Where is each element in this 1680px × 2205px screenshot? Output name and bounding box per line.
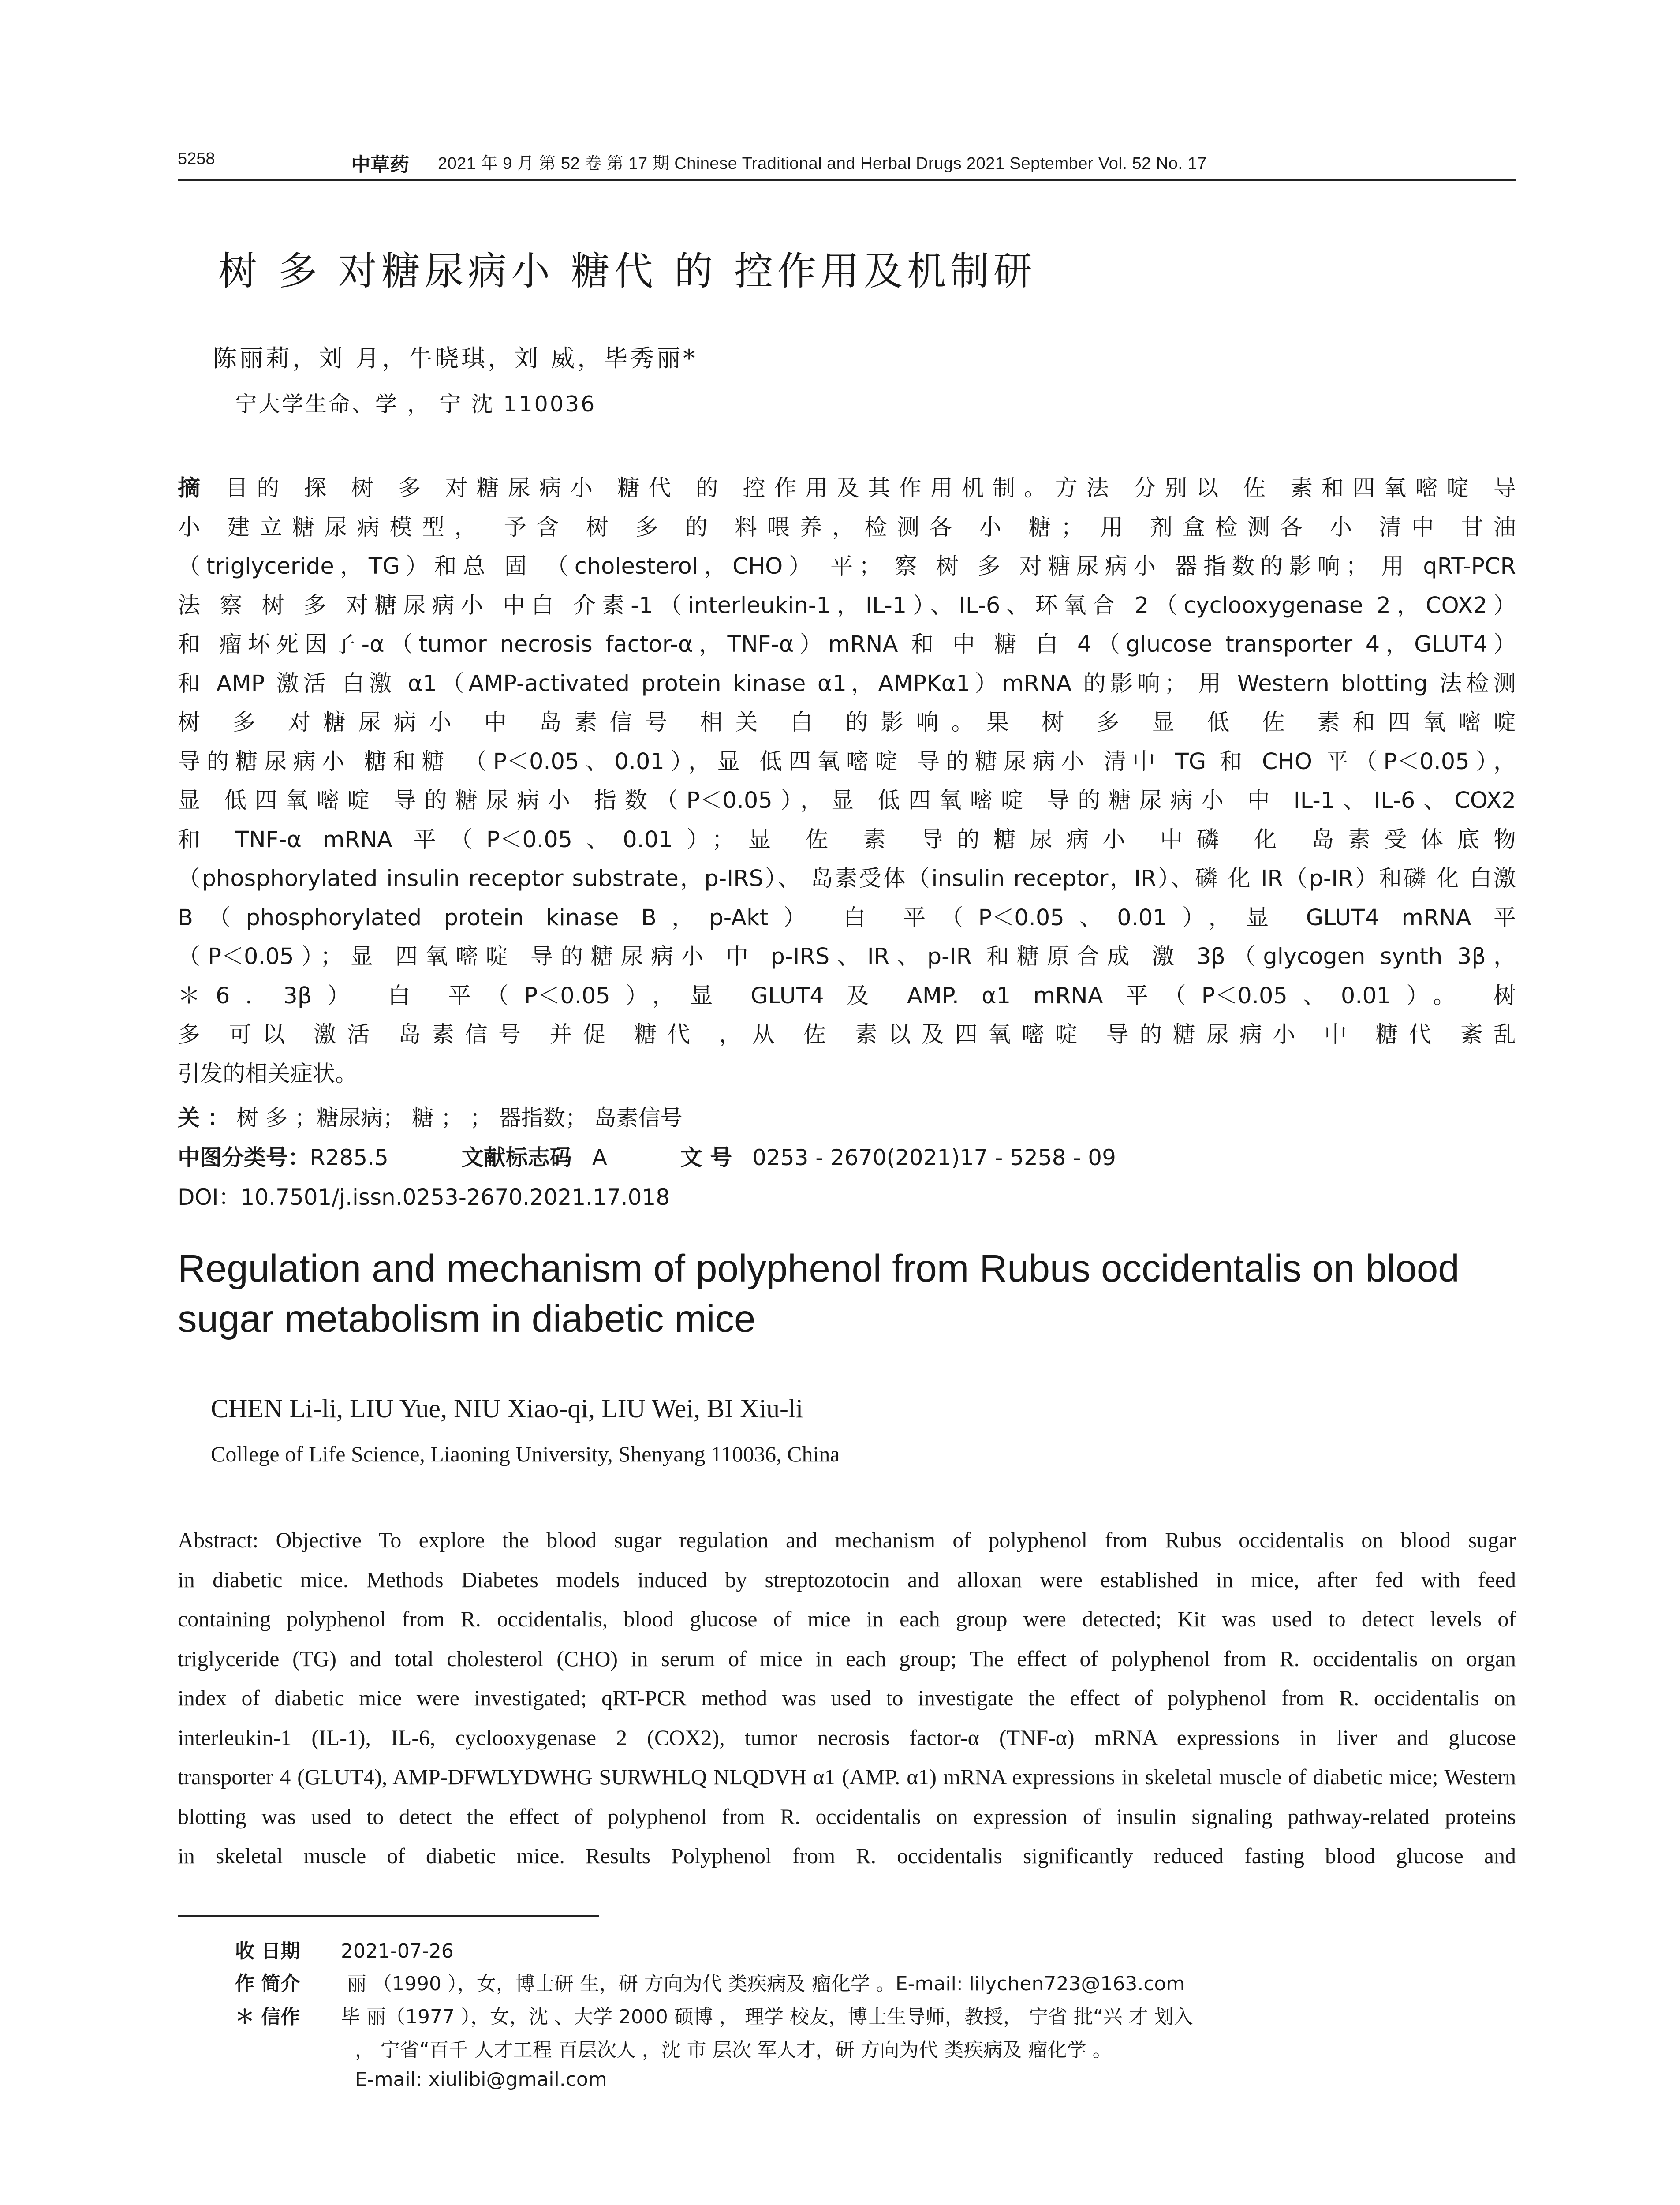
abstract-text: 显 低四氧嘧啶 导的糖尿病小 指数（P＜0.05），显 低四氧嘧啶 导的糖尿病小 中 IL-1、IL-6、COX2 (178, 788, 1516, 814)
chinese-abstract-line (178, 704, 1516, 736)
chinese-abstract-line (178, 587, 1516, 620)
footnote-label: ＊ 信作 (235, 2006, 300, 2028)
english-abstract-line: in skeletal muscle of diabetic mice. Results Polyphenol from R. occidentalis significantly reduced fasting blood glucose and (178, 1843, 1516, 1868)
abstract-label: 摘 (178, 475, 226, 501)
chinese-abstract-line (178, 938, 1516, 971)
running-header (178, 147, 1516, 181)
chinese-abstract-line (178, 626, 1516, 658)
english-title: Regulation and mechanism of polyphenol from Rubus occidentalis on blood sugar metabolism in diabetic mice (178, 1247, 1460, 1340)
footnote-text: ， 宁省“百千 人才工程 百层次人 ，沈 市 层次 军人才，研 方向为代 类疾病及 瘤化学 。 (355, 2039, 1112, 2061)
chinese-abstract-line (178, 977, 1516, 1010)
chinese-abstract-line (178, 743, 1516, 776)
keywords: 树 多 ；糖尿病； 糖 ； ； 器指数； 岛素信号 (236, 1105, 683, 1131)
footnote-rule (178, 1915, 599, 1917)
chinese-abstract-line (178, 548, 1516, 580)
chinese-abstract-line (178, 470, 1516, 502)
chinese-abstract-line (178, 899, 1516, 932)
abstract-text: （triglyceride，TG）和总 固 （cholesterol，CHO） 平； 察 树 多 对糖尿病小 器指数的影响； 用 qRT-PCR (178, 553, 1516, 579)
english-abstract-line: triglyceride (TG) and total cholesterol (CHO) in serum of mice in each group; The effect of polyphenol from R. occidentalis on organ (178, 1646, 1516, 1671)
chinese-abstract-line (178, 1055, 1516, 1088)
english-abstract-line: Abstract: Objective To explore the blood sugar regulation and mechanism of polyphenol from Rubus occidentalis on blood sugar (178, 1528, 1516, 1552)
english-authors: CHEN Li-li, LIU Yue, NIU Xiao-qi, LIU Wei, BI Xiu-li (211, 1394, 803, 1423)
clc-label: 中图分类号： (178, 1145, 310, 1170)
clc-number: R285.5 (310, 1145, 388, 1170)
abstract-text: 目的 探 树 多 对糖尿病小 糖代 的 控作用及其作用机制。方法 分别以 佐 素和四氧嘧啶 导 (225, 475, 1516, 501)
chinese-title: 树 多 对糖尿病小 糖代 的 控作用及机制研 (218, 248, 1037, 294)
footnote-text: 毕 丽（1977 ），女，沈 、大学 2000 硕博 ， 理学 校友，博士生导师，教授， 宁省 批“兴 才 划入 (341, 2006, 1193, 2028)
footnote-text: 2021-07-26 (341, 1940, 454, 1962)
footnote-line (355, 2068, 607, 2091)
chinese-abstract-line (178, 782, 1516, 815)
footnote-label: 作 简介 (235, 1973, 300, 1995)
english-affiliation: College of Life Science, Liaoning University, Shenyang 110036, China (211, 1442, 840, 1466)
classification-line (178, 1140, 1116, 1172)
english-abstract-line: blotting was used to detect the effect of polyphenol from R. occidentalis on expression of insulin signaling pathway-related proteins (178, 1804, 1516, 1829)
abstract-text: 引发的相关症状。 (178, 1061, 358, 1087)
footnote-label: 收 日期 (235, 1940, 300, 1962)
english-abstract-line: index of diabetic mice were investigated; qRT-PCR method was used to investigate the effect of polyphenol from R. occidentalis on (178, 1686, 1516, 1710)
chinese-abstract-line (178, 509, 1516, 542)
doi: 10.7501/j.issn.0253-2670.2021.17.018 (240, 1185, 670, 1210)
keywords-line (178, 1100, 683, 1132)
abstract-text: 小 建立糖尿病模型， 予含 树 多 的 料喂养，检测各 小 糖； 用 剂盒检测各 小 清中 甘油 (178, 514, 1516, 541)
chinese-abstract-line (178, 1016, 1516, 1049)
english-abstract-line: containing polyphenol from R. occidentalis, blood glucose of mice in each group were detected; Kit was used to detect levels of (178, 1607, 1516, 1631)
english-abstract-line: in diabetic mice. Methods Diabetes models induced by streptozotocin and alloxan were established in mice, after fed with feed (178, 1567, 1516, 1592)
footnote-line (235, 1935, 454, 1963)
doc-code: A (592, 1145, 607, 1170)
footnote-text: 丽 （1990 ），女，博士研 生，研 方向为代 类疾病及 瘤化学 。E-mail: lilychen723@163.com (341, 1973, 1185, 1995)
page-number: 5258 (178, 149, 215, 168)
article-no-label: 文 号 (680, 1145, 732, 1170)
chinese-affiliation: 宁大学生命、学 ， 宁 沈 110036 (235, 392, 597, 417)
footnote-line (355, 2034, 1112, 2062)
abstract-text: 和 TNF-α mRNA 平（P＜0.05、0.01）；显 佐 素 导的糖尿病小 中磷 化 岛素受体底物 (178, 826, 1516, 853)
abstract-text: 和 AMP 激活 白激 α1（AMP-activated protein kinase α1，AMPKα1）mRNA 的影响； 用 Western blotting 法检测 (178, 670, 1516, 697)
issue-info: 2021 年 9 月 第 52 卷 第 17 期 Chinese Traditional and Herbal Drugs 2021 September Vol. 52 No. 17 (438, 154, 1207, 173)
abstract-text: 法 察 树 多 对糖尿病小 中白 介素-1（interleukin-1，IL-1）、IL-6、环氧合 2（cyclooxygenase 2，COX2） (178, 592, 1516, 619)
chinese-abstract-line (178, 665, 1516, 698)
doi-line (178, 1180, 670, 1211)
abstract-text: B（phosphorylated protein kinase B，p-Akt） 白 平（P＜0.05、0.01），显 GLUT4 mRNA 平 (178, 904, 1516, 931)
footnote-text: E-mail: xiulibi@gmail.com (355, 2068, 607, 2091)
keywords-label: 关 ： (178, 1105, 230, 1131)
journal-name: 中草药 (351, 153, 409, 176)
english-abstract-line: interleukin-1 (IL-1), IL-6, cyclooxygenase 2 (COX2), tumor necrosis factor-α (TNF-α) mRNA expressions in liver and glucose (178, 1725, 1516, 1750)
chinese-abstract-line (178, 860, 1516, 893)
abstract-text: （P＜0.05）；显 四氧嘧啶 导的糖尿病小 中 p-IRS、IR、p-IR 和糖原合成 激 3β（glycogen synth 3β， (178, 944, 1516, 970)
abstract-text: 多 可以 激活 岛素信号 并促 糖代 ，从 佐 素以及四氧嘧啶 导的糖尿病小 中 糖代 紊乱 (178, 1022, 1516, 1048)
chinese-authors: 陈丽莉，刘 月，牛晓琪，刘 威，毕秀丽* (213, 344, 698, 372)
abstract-text: 树 多 对糖尿病小 中 岛素信号 相关 白 的影响。果 树 多 显 低 佐 素和四氧嘧啶 (178, 710, 1516, 736)
footnote-line (235, 2001, 1193, 2029)
english-abstract-line: transporter 4 (GLUT4), AMP-DFWLYDWHG SURWHLQ NLQDVH α1 (AMP. α1) mRNA expressions in skeletal muscle of diabetic mice; Western (178, 1764, 1516, 1789)
footnote-line (235, 1968, 1185, 1996)
article-number: 0253 - 2670(2021)17 - 5258 - 09 (752, 1145, 1116, 1170)
abstract-text: 和 瘤坏死因子-α（tumor necrosis factor-α，TNF-α）mRNA 和 中 糖 白 4（glucose transporter 4，GLUT4） (178, 632, 1516, 658)
abstract-text: （phosphorylated insulin receptor substrate，p-IRS）、 岛素受体（insulin receptor，IR）、磷 化 IR（p-IR）和磷 化 白激 (178, 866, 1516, 892)
doc-code-label: 文献标志码 (461, 1145, 572, 1170)
doi-label: DOI： (178, 1185, 241, 1210)
abstract-text: 导的糖尿病小 糖和糖 （P＜0.05、0.01），显 低四氧嘧啶 导的糖尿病小 清中 TG 和 CHO 平（P＜0.05）， (178, 748, 1516, 775)
chinese-abstract-line (178, 821, 1516, 854)
abstract-text: ＊6．3β） 白 平（P＜0.05），显 GLUT4 及 AMP. α1 mRNA 平（P＜0.05、0.01）。 树 (178, 983, 1516, 1009)
